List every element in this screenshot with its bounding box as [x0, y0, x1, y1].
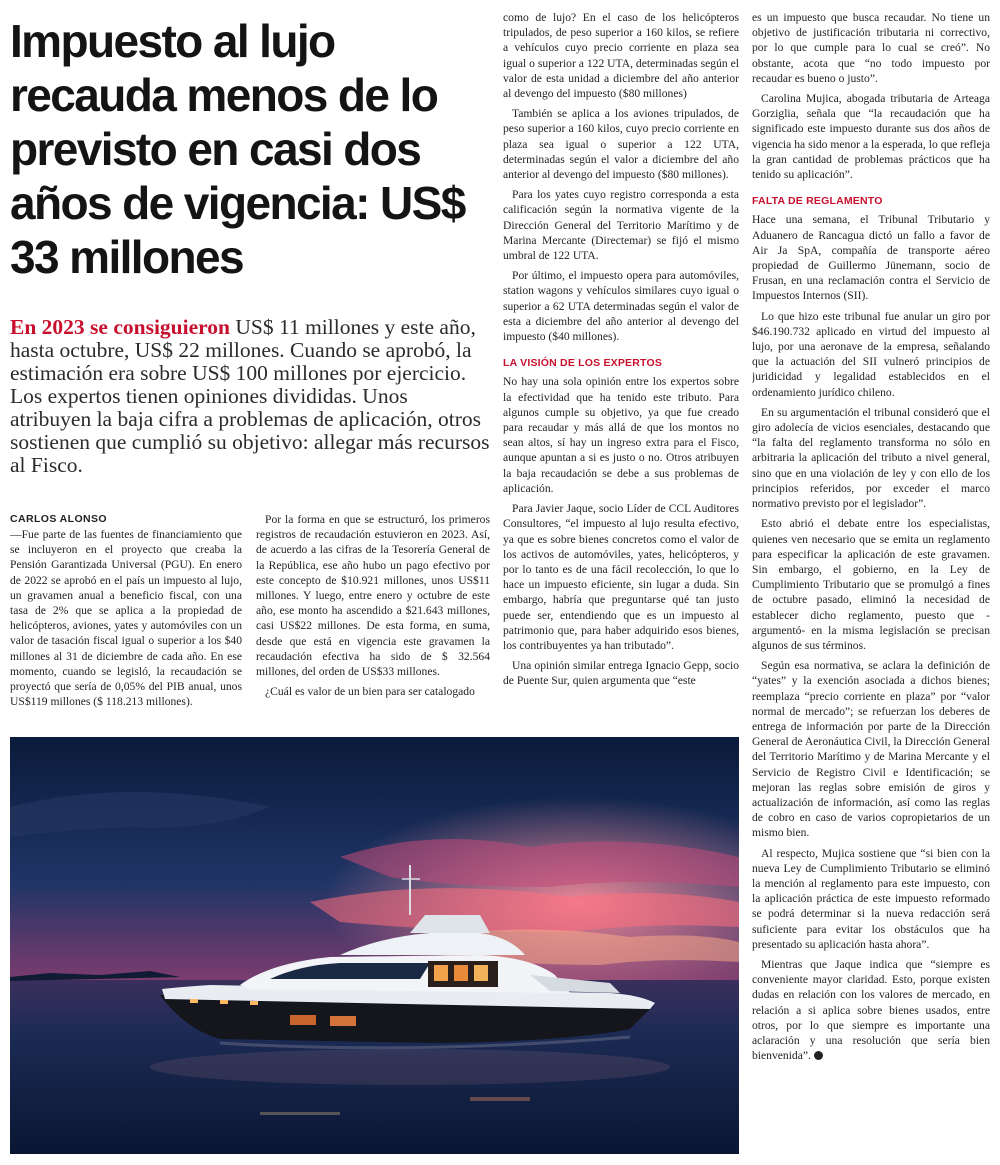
article-column-4	[752, 10, 990, 1160]
paragraph: —Fue parte de las fuentes de financiamiento que se incluyeron en el proyecto que creaba la Pensión Garantizada Universal (PGU). En enero de 2022 se aprobó en el país un impuesto al lujo, un gravamen anual a beneficio fiscal, con una tasa de 2% que se aplica a la propiedad de helicópteros, aviones, yates y automóviles con un valor de tasación fiscal igual o superior a los $40 millones al 31 de diciembre de cada año. En ese momento, cuando se legisló, la recaudación se proyectó que sería de 0,05% del PIB anual, unos US$119 millones ($ 118.213 millones).	[10, 528, 242, 709]
lead-text: US$ 11 millones y este año, hasta octubre, US$ 22 millones. Cuando se aprobó, la estimación era sobre US$ 100 millones por ejercicio. Los expertos tienen opiniones divididas. Unos atribuyen la baja cifra a problemas de aplicación, otros sostienen que cumplió su objetivo: allegar más recursos al Fisco.	[10, 315, 490, 477]
paragraph: como de lujo? En el caso de los helicópteros tripulados, de peso superior a 160 kilos, se refiere a vehículos cuyo precio corriente en plaza sea igual o superior a 122 UTA, determinadas según el valor de esta unidad a diciembre del año anterior al devengo del impuesto ($80 millones)	[503, 11, 739, 101]
lead-paragraph	[10, 316, 490, 477]
paragraph: Esto abrió el debate entre los especialistas, quienes ven necesario que se emita un reglamento para especificar la aplicación de este gravamen. Sin embargo, el gobierno, en la Ley de Cumplimiento Tributario que se promulgó a fines de octubre pasado, eliminó la necesidad de establecer dicho reglamento, puesto que -argumentó- en la misma legislación se precisan algunos de sus términos.	[752, 517, 990, 652]
article-column-1	[10, 527, 242, 727]
paragraph-final	[752, 957, 990, 1063]
paragraph: No hay una sola opinión entre los expertos sobre la efectividad que ha tenido este tributo. Para algunos cumple su objetivo, ya que fue creado para recaudar y más allá de que los montos no sean altos, sí hay un ingreso extra para el Fisco, aunque apuntan a si es justo o no. Otros atribuyen la baja recaudación se debe a sus problemas de aplicación.	[503, 375, 739, 495]
paragraph: Lo que hizo este tribunal fue anular un giro por $46.190.732 aplicado en virtud del impuesto al lujo, por una aeronave de la empresa, señalando que la actuación del SII vulneró principios de juridicidad y legalidad establecidos en el ordenamiento jurídico chileno.	[752, 309, 990, 399]
end-of-article-icon	[814, 1051, 823, 1060]
paragraph: Para los yates cuyo registro corresponda a esta calificación según la normativa vigente de la Dirección General del Territorio Marítimo y de Marina Mercante (Directemar) se fijó el mismo umbral de 122 UTA.	[503, 188, 739, 263]
paragraph: ¿Cuál es valor de un bien para ser catalogado	[265, 685, 475, 699]
paragraph: Una opinión similar entrega Ignacio Gepp, socio de Puente Sur, quien argumenta que “este	[503, 659, 739, 688]
subhead-falta-reglamento: FALTA DE REGLAMENTO	[752, 195, 883, 208]
yacht-photo-illustration	[10, 737, 739, 1154]
paragraph: es un impuesto que busca recaudar. No tiene un objetivo de justificación tributaria ni correctivo, por lo que cumple para lo cual se creó”. No obstante, acota que “no todo impuesto por recaudar es bueno o justo”.	[752, 11, 990, 85]
paragraph: Carolina Mujica, abogada tributaria de Arteaga Gorziglia, señala que “la recaudación que ha significado este impuesto durante sus dos años de vigencia ha sido menor a la esperada, lo que refleja la gran cantidad de problemas prácticos que ha tenido su aplicación”.	[752, 92, 990, 182]
paragraph: Según esa normativa, se aclara la definición de “yates” y la exención asociada a dichos bienes; reemplaza “precio corriente en plaza” por “valor normal de mercado”; se refuerzan los deberes de entrega de información por parte de la Dirección General de Aeronáutica Civil, la Dirección General del Territorio Marítimo y de Marina Mercante y el Servicio de Registro Civil e Identificación; se mejoran las reglas sobre emisión de giros y actualización de información, así como las reglas de cobro en caso de varios copropietarios de un mismo bien.	[752, 659, 990, 840]
lead-kicker: En 2023 se consiguieron	[10, 315, 231, 339]
paragraph: En su argumentación el tribunal consideró que el giro adolecía de vicios esenciales, destacando que “la falta del reglamento transforma no sólo en arbitraria la aplicación del tributo a nivel general, sino que en una violación de ley y con ello de los principios referidos, por exceder el marco normativo previsto por el legislador”.	[752, 405, 990, 511]
paragraph-text: Mientras que Jaque indica que “siempre es conveniente mayor claridad. Esto, porque existen dudas en relación con los valores de mercado, en relación a si aplica sobre bienes usados, entre otros, por lo que siempre es importante una aclaración y una resolución que sería bien bienvenida”.	[752, 957, 990, 1063]
paragraph: Por la forma en que se estructuró, los primeros registros de recaudación estuvieron en 2023. Así, de acuerdo a las cifras de la Tesorería General de la República, ese año hubo un pago efectivo por este concepto de $10.921 millones, unos US$11 millones. Y luego, entre enero y octubre de este año, ese monto ha ascendido a $21.643 millones, casi US$22 millones. De esta forma, en suma, desde que está en vigencia este gravamen la recaudación efectiva ha sido de $ 32.564 millones, del orden de US$33 millones.	[256, 513, 490, 679]
subhead-vision-expertos: LA VISIÓN DE LOS EXPERTOS	[503, 357, 663, 370]
paragraph: Para Javier Jaque, socio Líder de CCL Auditores Consultores, “el impuesto al lujo resulta efectivo, ya que es sobre bienes concretos como el valor de los activos de automóviles, yates, helicópteros, y por lo tanto es de una fácil recolección, lo que lo hace un impuesto eficiente, sin lugar a duda. Sin embargo, habría que preguntarse qué tan justo puede ser, entendiendo que es un impuesto al patrimonio que, para haber adquirido esos bienes, los contribuyentes ya han tributado”.	[503, 502, 739, 652]
article-column-2	[256, 512, 490, 727]
paragraph: Al respecto, Mujica sostiene que “si bien con la nueva Ley de Cumplimiento Tributario se eliminó la mención al reglamento para este impuesto, con la aplicación práctica de este impuesto reformado se podrá determinar si la nueva redacción será suficiente para evitar los obstáculos que ha presentado su aplicación hasta ahora”.	[752, 846, 990, 951]
byline: CARLOS ALONSO	[10, 513, 107, 525]
article-column-3	[503, 10, 739, 730]
headline: Impuesto al lujo recauda menos de lo previsto en casi dos años de vigencia: US$ 33 millones	[10, 15, 465, 283]
paragraph: Hace una semana, el Tribunal Tributario y Aduanero de Rancagua dictó un fallo a favor de Air Ja SpA, compañía de transporte aéreo propiedad de Guillermo Jünemann, socio de Frusan, en una reclamación contra el Servicio de Impuestos Internos (SII).	[752, 213, 990, 303]
paragraph: Por último, el impuesto opera para automóviles, station wagons y vehículos similares cuyo igual o superior a 62 UTA determinadas según el valor de esta a diciembre del año anterior al devengo del impuesto ($40 millones).	[503, 269, 739, 344]
yacht-photo	[10, 737, 739, 1154]
paragraph: También se aplica a los aviones tripulados, de peso superior a 160 kilos, cuyo precio corriente en plaza sea igual o superior a 122 UTA, determinadas según el valor a diciembre del año anterior al devengo del impuesto ($80 millones).	[503, 107, 739, 182]
